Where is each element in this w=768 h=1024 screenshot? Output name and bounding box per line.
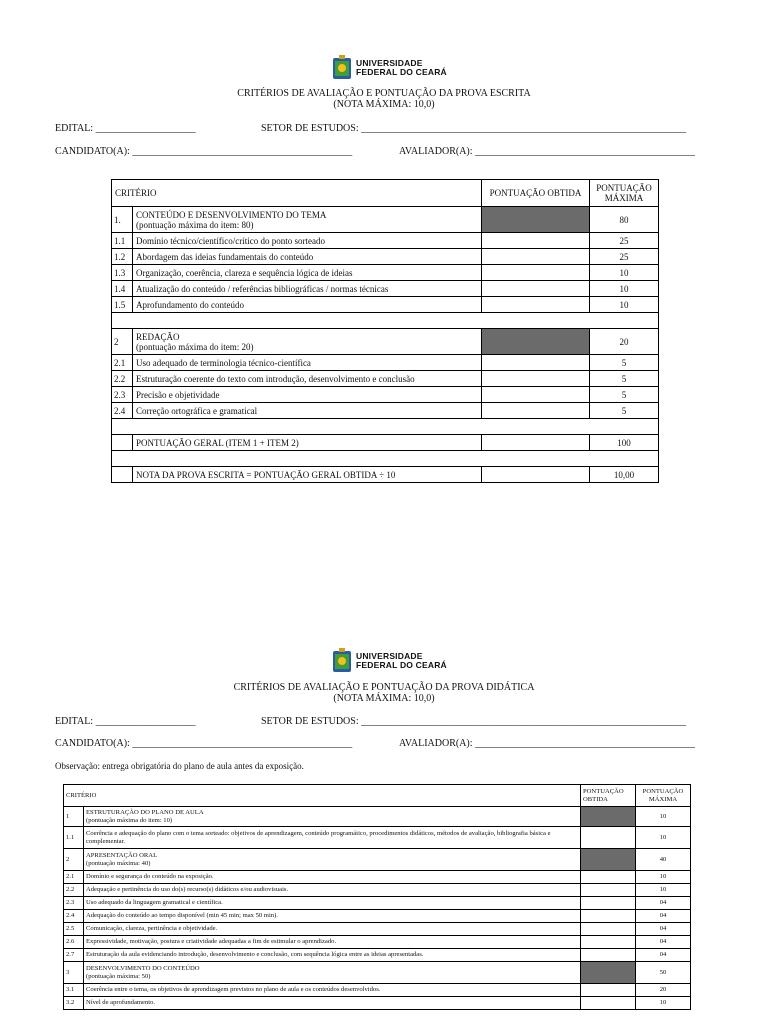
table-row: 2.1 Domínio e segurança do conteúdo na exposição. 10	[64, 871, 691, 884]
spacer-row	[112, 419, 659, 435]
university-emblem-icon	[332, 55, 352, 81]
observacao-note: Observação: entrega obrigatória do plano de aula antes da exposição.	[55, 761, 304, 771]
table-row: 1.2 Abordagem das ideias fundamentais do conteúdo 25	[112, 249, 659, 265]
score-input[interactable]	[482, 355, 590, 371]
total-row: PONTUAÇÃO GERAL (ITEM 1 + ITEM 2) 100	[112, 435, 659, 451]
score-cell-disabled	[581, 849, 636, 871]
item-row: 3 DESENVOLVIMENTO DO CONTEÚDO (pontuação máxima: 50) 50	[64, 962, 691, 984]
table-row: 1.1 Domínio técnico/científico/crítico do ponto sorteado 25	[112, 233, 659, 249]
item-row: 1. CONTEÚDO E DESENVOLVIMENTO DO TEMA (pontuação máxima do item: 80) 80	[112, 207, 659, 233]
table-row: 2.4 Correção ortográfica e gramatical 5	[112, 403, 659, 419]
table-row: 3.1 Coerência entre o tema, os objetivos de aprendizagem previstos no plano de aula e os conteúdos desenvolvidos. 20	[64, 984, 691, 997]
score-input[interactable]	[581, 949, 636, 962]
score-cell-disabled	[482, 207, 590, 233]
item-row: 1 ESTRUTURAÇÃO DO PLANO DE AULA (pontuação máxima do item: 10) 10	[64, 807, 691, 827]
spacer-row	[112, 451, 659, 467]
header-pontuacao-obtida: PONTUAÇÃO OBTIDA	[482, 180, 590, 207]
table-header-row	[112, 180, 659, 207]
table-row: 1.5 Aprofundamento do conteúdo 10	[112, 297, 659, 313]
nota-row: NOTA DA PROVA ESCRITA = PONTUAÇÃO GERAL OBTIDA ÷ 10 10,00	[112, 467, 659, 483]
edital-field[interactable]: EDITAL: ____________________	[55, 123, 196, 134]
score-input[interactable]	[482, 435, 590, 451]
header-pontuacao-maxima: PONTUAÇÃO MÁXIMA	[590, 180, 659, 207]
setor-field[interactable]: SETOR DE ESTUDOS: _________________________________________________________________	[261, 123, 687, 134]
header-criterio: CRITÉRIO	[112, 180, 482, 207]
score-input[interactable]	[482, 265, 590, 281]
score-input[interactable]	[581, 923, 636, 936]
item-title: CONTEÚDO E DESENVOLVIMENTO DO TEMA (pontuação máxima do item: 80)	[133, 207, 482, 233]
table-row: 2.5 Comunicação, clareza, pertinência e objetividade. 04	[64, 923, 691, 936]
table-row: 2.7 Estruturação da aula evidenciando introdução, desenvolvimento e conclusão, com sequência lógica entre as ideias apresentadas. 04	[64, 949, 691, 962]
score-input[interactable]	[581, 871, 636, 884]
header-criterio: CRITÉRIO	[64, 785, 581, 807]
avaliador-field[interactable]: AVALIADOR(A): ____________________________________________	[399, 738, 696, 749]
table-row: 2.6 Expressividade, motivação, postura e criatividade adequadas a fim de estimular o aprendizado. 04	[64, 936, 691, 949]
table-row: 1.4 Atualização do conteúdo / referências bibliográficas / normas técnicas 10	[112, 281, 659, 297]
table-row: 1.1 Coerência e adequação do plano com o tema sorteado: objetivos de aprendizagem, conteúdo programático, procedimentos didáticos, métodos de avaliação, bibliografia básica e complementar. 10	[64, 827, 691, 849]
table-row: 2.3 Uso adequado da linguagem gramatical e científica. 04	[64, 897, 691, 910]
score-input[interactable]	[482, 281, 590, 297]
table-row: 3.2 Nível de aprofundamento. 10	[64, 997, 691, 1010]
score-input[interactable]	[581, 936, 636, 949]
item-title: APRESENTAÇÃO ORAL (pontuação máxima: 40)	[84, 849, 581, 871]
item-row: 2 APRESENTAÇÃO ORAL (pontuação máxima: 40) 40	[64, 849, 691, 871]
score-input[interactable]	[482, 233, 590, 249]
score-input[interactable]	[581, 997, 636, 1010]
table-row: 2.2 Estruturação coerente do texto com introdução, desenvolvimento e conclusão 5	[112, 371, 659, 387]
university-logo-2	[332, 648, 447, 674]
university-name-line1: UNIVERSIDADE	[356, 651, 423, 661]
item-title: ESTRUTURAÇÃO DO PLANO DE AULA (pontuação máxima do item: 10)	[84, 807, 581, 827]
score-input[interactable]	[482, 249, 590, 265]
score-input[interactable]	[482, 403, 590, 419]
candidato-field[interactable]: CANDIDATO(A): ____________________________________________	[55, 738, 353, 749]
score-input[interactable]	[581, 910, 636, 923]
didactic-criteria-table	[63, 784, 691, 1010]
score-input[interactable]	[581, 897, 636, 910]
university-name-line2: FEDERAL DO CEARÁ	[356, 67, 447, 77]
score-cell-disabled	[581, 962, 636, 984]
written-exam-title: CRITÉRIOS DE AVALIAÇÃO E PONTUAÇÃO DA PROVA ESCRITA	[237, 88, 531, 99]
item-row: 2 REDAÇÃO (pontuação máxima do item: 20) 20	[112, 329, 659, 355]
score-input[interactable]	[581, 984, 636, 997]
table-row: 2.2 Adequação e pertinência do uso do(s) recurso(s) didáticos e/ou audiovisuais. 10	[64, 884, 691, 897]
didactic-exam-title: CRITÉRIOS DE AVALIAÇÃO E PONTUAÇÃO DA PROVA DIDÁTICA	[233, 682, 535, 693]
score-input[interactable]	[482, 467, 590, 483]
written-criteria-table	[111, 179, 659, 483]
table-row: 2.3 Precisão e objetividade 5	[112, 387, 659, 403]
score-cell-disabled	[581, 807, 636, 827]
table-header-row	[64, 785, 691, 807]
university-logo	[332, 55, 447, 81]
table-row: 2.4 Adequação do conteúdo ao tempo disponível (min 45 min; max 50 min). 04	[64, 910, 691, 923]
setor-field[interactable]: SETOR DE ESTUDOS: _________________________________________________________________	[261, 716, 687, 727]
score-input[interactable]	[482, 371, 590, 387]
header-pontuacao-obtida: PONTUAÇÃO OBTIDA	[581, 785, 636, 807]
avaliador-field[interactable]: AVALIADOR(A): ____________________________________________	[399, 146, 696, 157]
university-name-line2: FEDERAL DO CEARÁ	[356, 660, 447, 670]
item-title: DESENVOLVIMENTO DO CONTEÚDO (pontuação máxima: 50)	[84, 962, 581, 984]
didactic-exam-subtitle: (NOTA MÁXIMA: 10,0)	[333, 693, 435, 704]
edital-field[interactable]: EDITAL: ____________________	[55, 716, 196, 727]
spacer-row	[112, 313, 659, 329]
written-exam-subtitle: (NOTA MÁXIMA: 10,0)	[333, 99, 435, 110]
university-emblem-icon	[332, 648, 352, 674]
table-row: 2.1 Uso adequado de terminologia técnico-científica 5	[112, 355, 659, 371]
score-input[interactable]	[482, 387, 590, 403]
item-title: REDAÇÃO (pontuação máxima do item: 20)	[133, 329, 482, 355]
score-input[interactable]	[581, 884, 636, 897]
candidato-field[interactable]: CANDIDATO(A): ____________________________________________	[55, 146, 353, 157]
header-pontuacao-maxima: PONTUAÇÃO MÁXIMA	[636, 785, 691, 807]
score-input[interactable]	[482, 297, 590, 313]
score-cell-disabled	[482, 329, 590, 355]
score-input[interactable]	[581, 827, 636, 849]
table-row: 1.3 Organização, coerência, clareza e sequência lógica de ideias 10	[112, 265, 659, 281]
university-name-line1: UNIVERSIDADE	[356, 58, 423, 68]
